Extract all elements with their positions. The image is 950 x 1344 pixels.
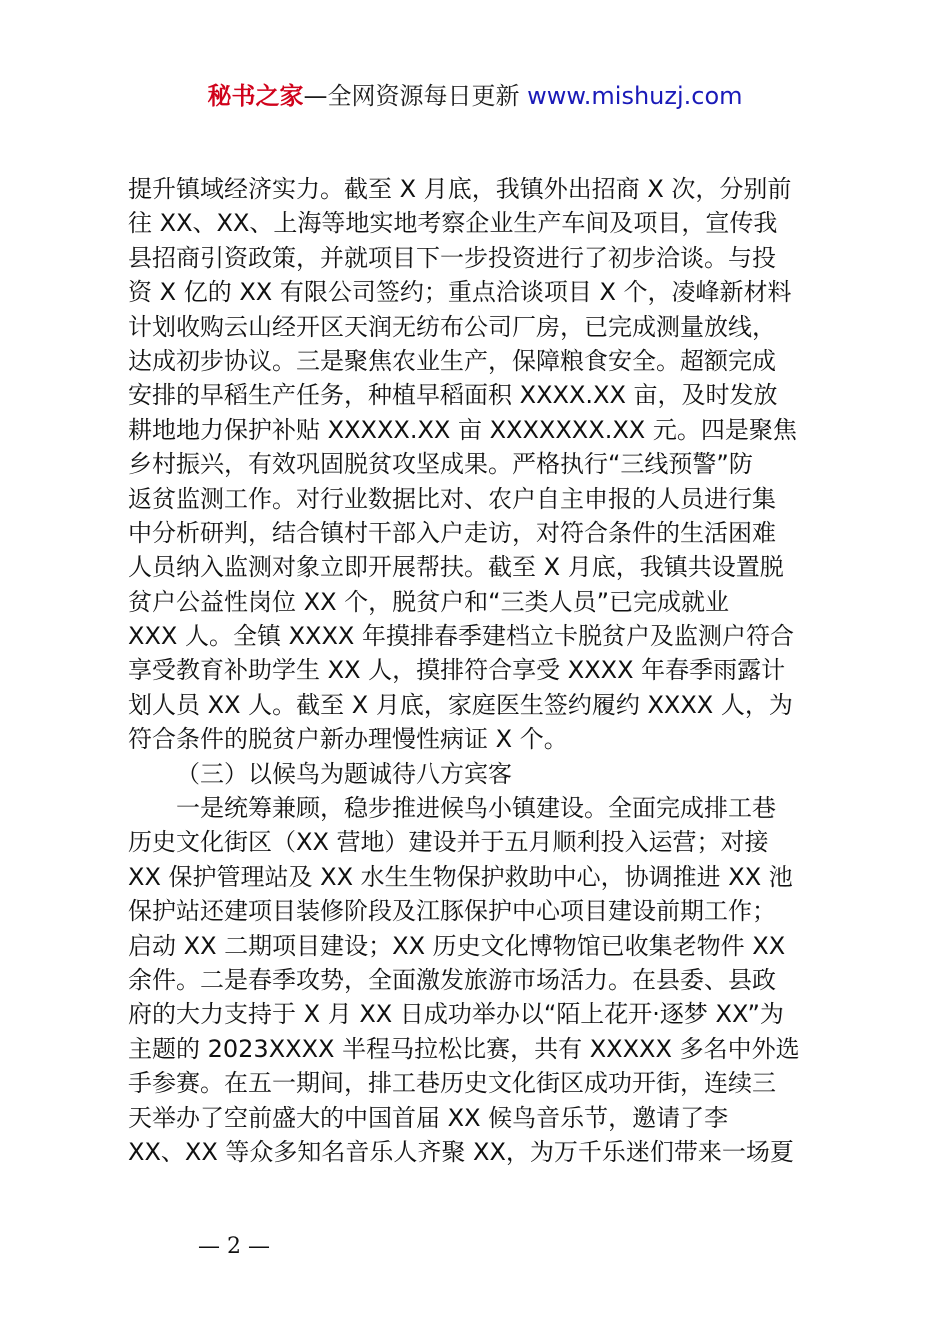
text-line: 提升镇域经济实力。截至 X 月底，我镇外出招商 X 次，分别前 [128,175,792,203]
text-line: XX 保护管理站及 XX 水生生物保护救助中心，协调推进 XX 池 [128,862,793,891]
text-line: 中分析研判，结合镇村干部入户走访，对符合条件的生活困难 [128,518,776,547]
text-line: 往 XX、XX、上海等地实地考察企业生产车间及项目，宣传我 [128,209,778,238]
header-tagline: —全网资源每日更新 [303,82,528,110]
site-header [0,80,950,112]
text-line: 启动 XX 二期项目建设；XX 历史文化博物馆已收集老物件 XX [128,931,786,960]
text-line: 耕地地力保护补贴 XXXXX.XX 亩 XXXXXXX.XX 元。四是聚焦 [128,415,797,444]
text-line: 享受教育补助学生 XX 人，摸排符合享受 XXXX 年春季雨露计 [128,656,786,685]
page-number: — 2 — [198,1234,270,1259]
text-line: 手参赛。在五一期间，排工巷历史文化街区成功开街，连续三 [128,1069,776,1098]
text-line: 府的大力支持于 X 月 XX 日成功举办以“陌上花开·逐梦 XX”为 [128,1000,784,1029]
text-line: 安排的早稻生产任务，种植早稻面积 XXXX.XX 亩，及时发放 [128,381,778,410]
text-line: 天举办了空前盛大的中国首届 XX 候鸟音乐节，邀请了李 [128,1103,729,1132]
text-line: 达成初步协议。三是聚焦农业生产，保障粮食安全。超额完成 [128,346,776,375]
document-body [128,172,838,1169]
brand-name: 秘书之家 [207,82,304,110]
text-line: 返贫监测工作。对行业数据比对、农户自主申报的人员进行集 [128,484,776,513]
text-line: 划人员 XX 人。截至 X 月底，家庭医生签约履约 XXXX 人，为 [128,690,793,719]
text-line: 人员纳入监测对象立即开展帮扶。截至 X 月底，我镇共设置脱 [128,553,784,582]
section-heading: （三）以候鸟为题诚待八方宾客 [176,759,512,788]
text-line: 历史文化街区（XX 营地）建设并于五月顺利投入运营；对接 [128,828,769,857]
paragraph-start-line: 一是统筹兼顾，稳步推进候鸟小镇建设。全面完成排工巷 [176,794,776,823]
text-line: 符合条件的脱贫户新办理慢性病证 X 个。 [128,725,568,754]
text-line: 资 X 亿的 XX 有限公司签约；重点洽谈项目 X 个，凌峰新材料 [128,278,792,307]
text-line: XXX 人。全镇 XXXX 年摸排春季建档立卡脱贫户及监测户符合 [128,622,794,651]
text-line: 计划收购云山经开区天润无纺布公司厂房，已完成测量放线， [128,312,776,341]
text-line: 主题的 2023XXXX 半程马拉松比赛，共有 XXXXX 多名中外选 [128,1034,800,1063]
text-line: XX、XX 等众多知名音乐人齐聚 XX，为万千乐迷们带来一场夏 [128,1137,794,1166]
text-line: 余件。二是春季攻势，全面激发旅游市场活力。在县委、县政 [128,965,776,994]
text-line: 乡村振兴，有效巩固脱贫攻坚成果。严格执行“三线预警”防 [128,450,753,479]
text-line: 保护站还建项目装修阶段及江豚保护中心项目建设前期工作； [128,897,776,926]
text-line: 县招商引资政策，并就项目下一步投资进行了初步洽谈。与投 [128,243,776,272]
site-url-link[interactable]: www.mishuzj.com [527,82,743,110]
text-line: 贫户公益性岗位 XX 个，脱贫户和“三类人员”已完成就业 [128,587,730,616]
